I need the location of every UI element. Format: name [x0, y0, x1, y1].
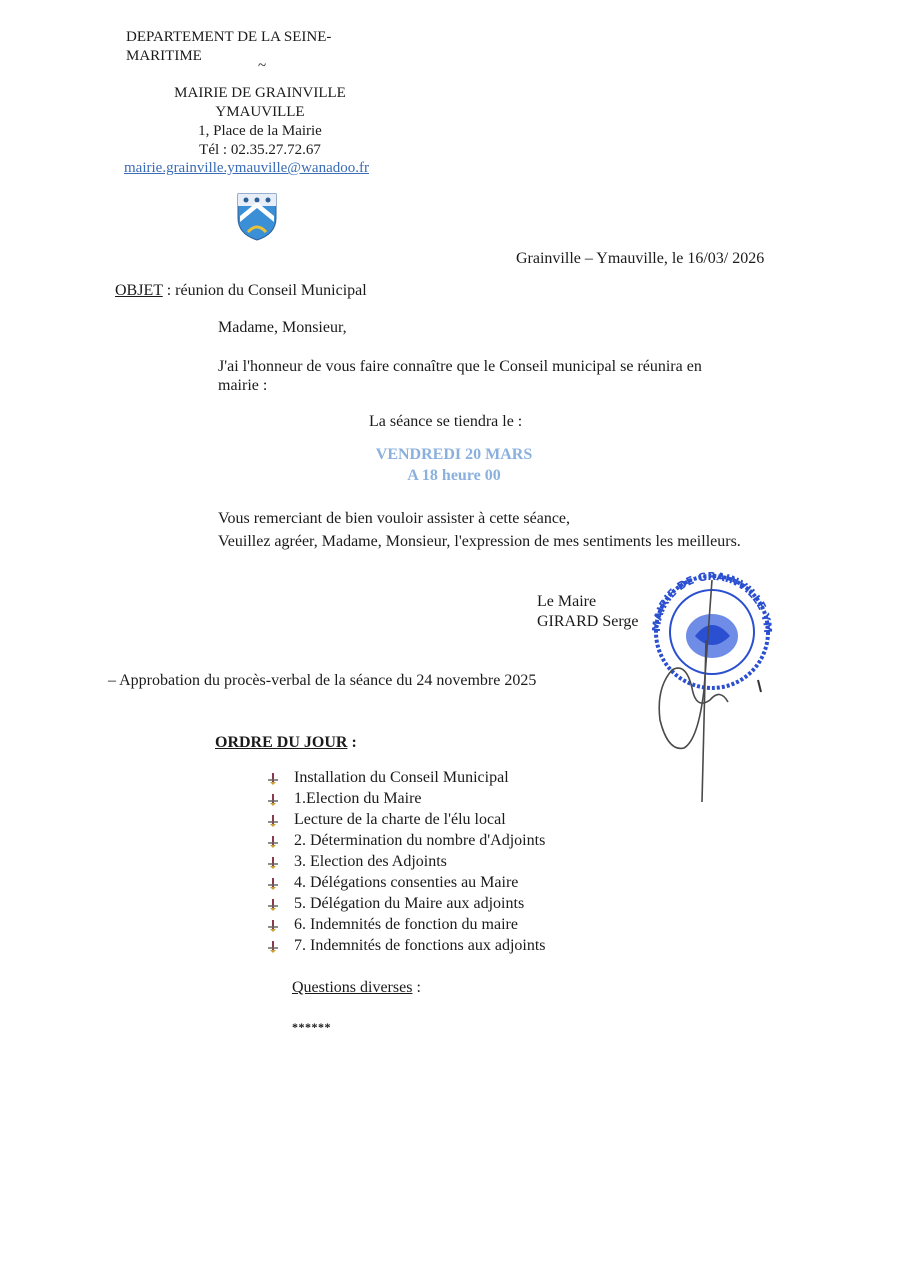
agenda-item-label: 2. Détermination du nombre d'Adjoints [294, 832, 546, 849]
agenda-item [266, 935, 546, 956]
mairie-name-line-1: MAIRIE DE GRAINVILLE [174, 85, 346, 101]
arrow-down-icon [266, 855, 280, 869]
agenda-item-label: Installation du Conseil Municipal [294, 769, 509, 786]
coat-of-arms-icon [236, 192, 278, 247]
agenda-item-label: 7. Indemnités de fonctions aux adjoints [294, 937, 546, 954]
stamp-text: MAIRIE DE GRAINVILLE YM [649, 570, 775, 634]
closing-paragraph [218, 507, 741, 553]
mairie-phone: Tél : 02.35.27.72.67 [199, 142, 321, 158]
intro-line-1: J'ai l'honneur de vous faire connaître que le Conseil municipal se réunira en [218, 358, 702, 375]
mairie-email-link[interactable]: mairie.grainville.ymauville@wanadoo.fr [124, 160, 369, 176]
agenda-title-text: ORDRE DU JOUR [215, 734, 348, 751]
subject-line [115, 282, 367, 300]
closing-line-2: Veuillez agréer, Madame, Monsieur, l'expression de mes sentiments les meilleurs. [218, 533, 741, 550]
agenda-item [266, 788, 546, 809]
mairie-name-line-2: YMAUVILLE [215, 104, 305, 120]
agenda-item [266, 809, 546, 830]
agenda-list [266, 767, 546, 956]
arrow-down-icon [266, 813, 280, 827]
department-line-2: MARITIME [126, 48, 202, 64]
agenda-item [266, 830, 546, 851]
date-line: Grainville – Ymauville, le 16/03/ 2026 [516, 250, 765, 267]
agenda-item [266, 767, 546, 788]
agenda-item [266, 914, 546, 935]
signature-name: GIRARD Serge [537, 613, 639, 630]
arrow-down-icon [266, 792, 280, 806]
header-separator: ~ [258, 58, 267, 74]
agenda-title-suffix: : [347, 734, 357, 751]
arrow-down-icon [266, 876, 280, 890]
mairie-stamp [640, 570, 790, 815]
subject-label: OBJET [115, 282, 163, 299]
agenda-item [266, 893, 546, 914]
arrow-down-icon [266, 897, 280, 911]
arrow-down-icon [266, 771, 280, 785]
intro-paragraph [218, 357, 702, 395]
agenda-title [215, 734, 357, 752]
mairie-address-block [140, 84, 380, 160]
agenda-item [266, 851, 546, 872]
agenda-item-label: 6. Indemnités de fonction du maire [294, 916, 518, 933]
agenda-item-label: Lecture de la charte de l'élu local [294, 811, 506, 828]
arrow-down-icon [266, 939, 280, 953]
mairie-address: 1, Place de la Mairie [198, 123, 322, 139]
questions-label: Questions diverses [292, 979, 413, 996]
agenda-item-label: 5. Délégation du Maire aux adjoints [294, 895, 525, 912]
end-marker: ****** [292, 1020, 331, 1034]
agenda-item-label: 3. Election des Adjoints [294, 853, 447, 870]
seance-label: La séance se tiendra le : [369, 413, 523, 430]
department-line-1: DEPARTEMENT DE LA SEINE- [126, 29, 332, 45]
closing-line-1: Vous remerciant de bien vouloir assister à cette séance, [218, 510, 571, 527]
agenda-item [266, 872, 546, 893]
agenda-item-label: 4. Délégations consenties au Maire [294, 874, 519, 891]
signature-block [537, 592, 638, 632]
subject-text: : réunion du Conseil Municipal [162, 282, 367, 299]
signature-title: Le Maire [537, 593, 597, 610]
questions-suffix: : [412, 979, 421, 996]
meeting-time: A 18 heure 00 [407, 467, 501, 484]
arrow-down-icon [266, 918, 280, 932]
arrow-down-icon [266, 834, 280, 848]
approbation-line: – Approbation du procès-verbal de la séance du 24 novembre 2025 [108, 672, 537, 689]
department-header [126, 28, 331, 66]
salutation: Madame, Monsieur, [218, 319, 347, 336]
agenda-item-label: 1.Election du Maire [294, 790, 422, 807]
questions-diverses [292, 979, 421, 997]
meeting-day: VENDREDI 20 MARS [375, 446, 533, 463]
intro-line-2: mairie : [218, 377, 268, 394]
